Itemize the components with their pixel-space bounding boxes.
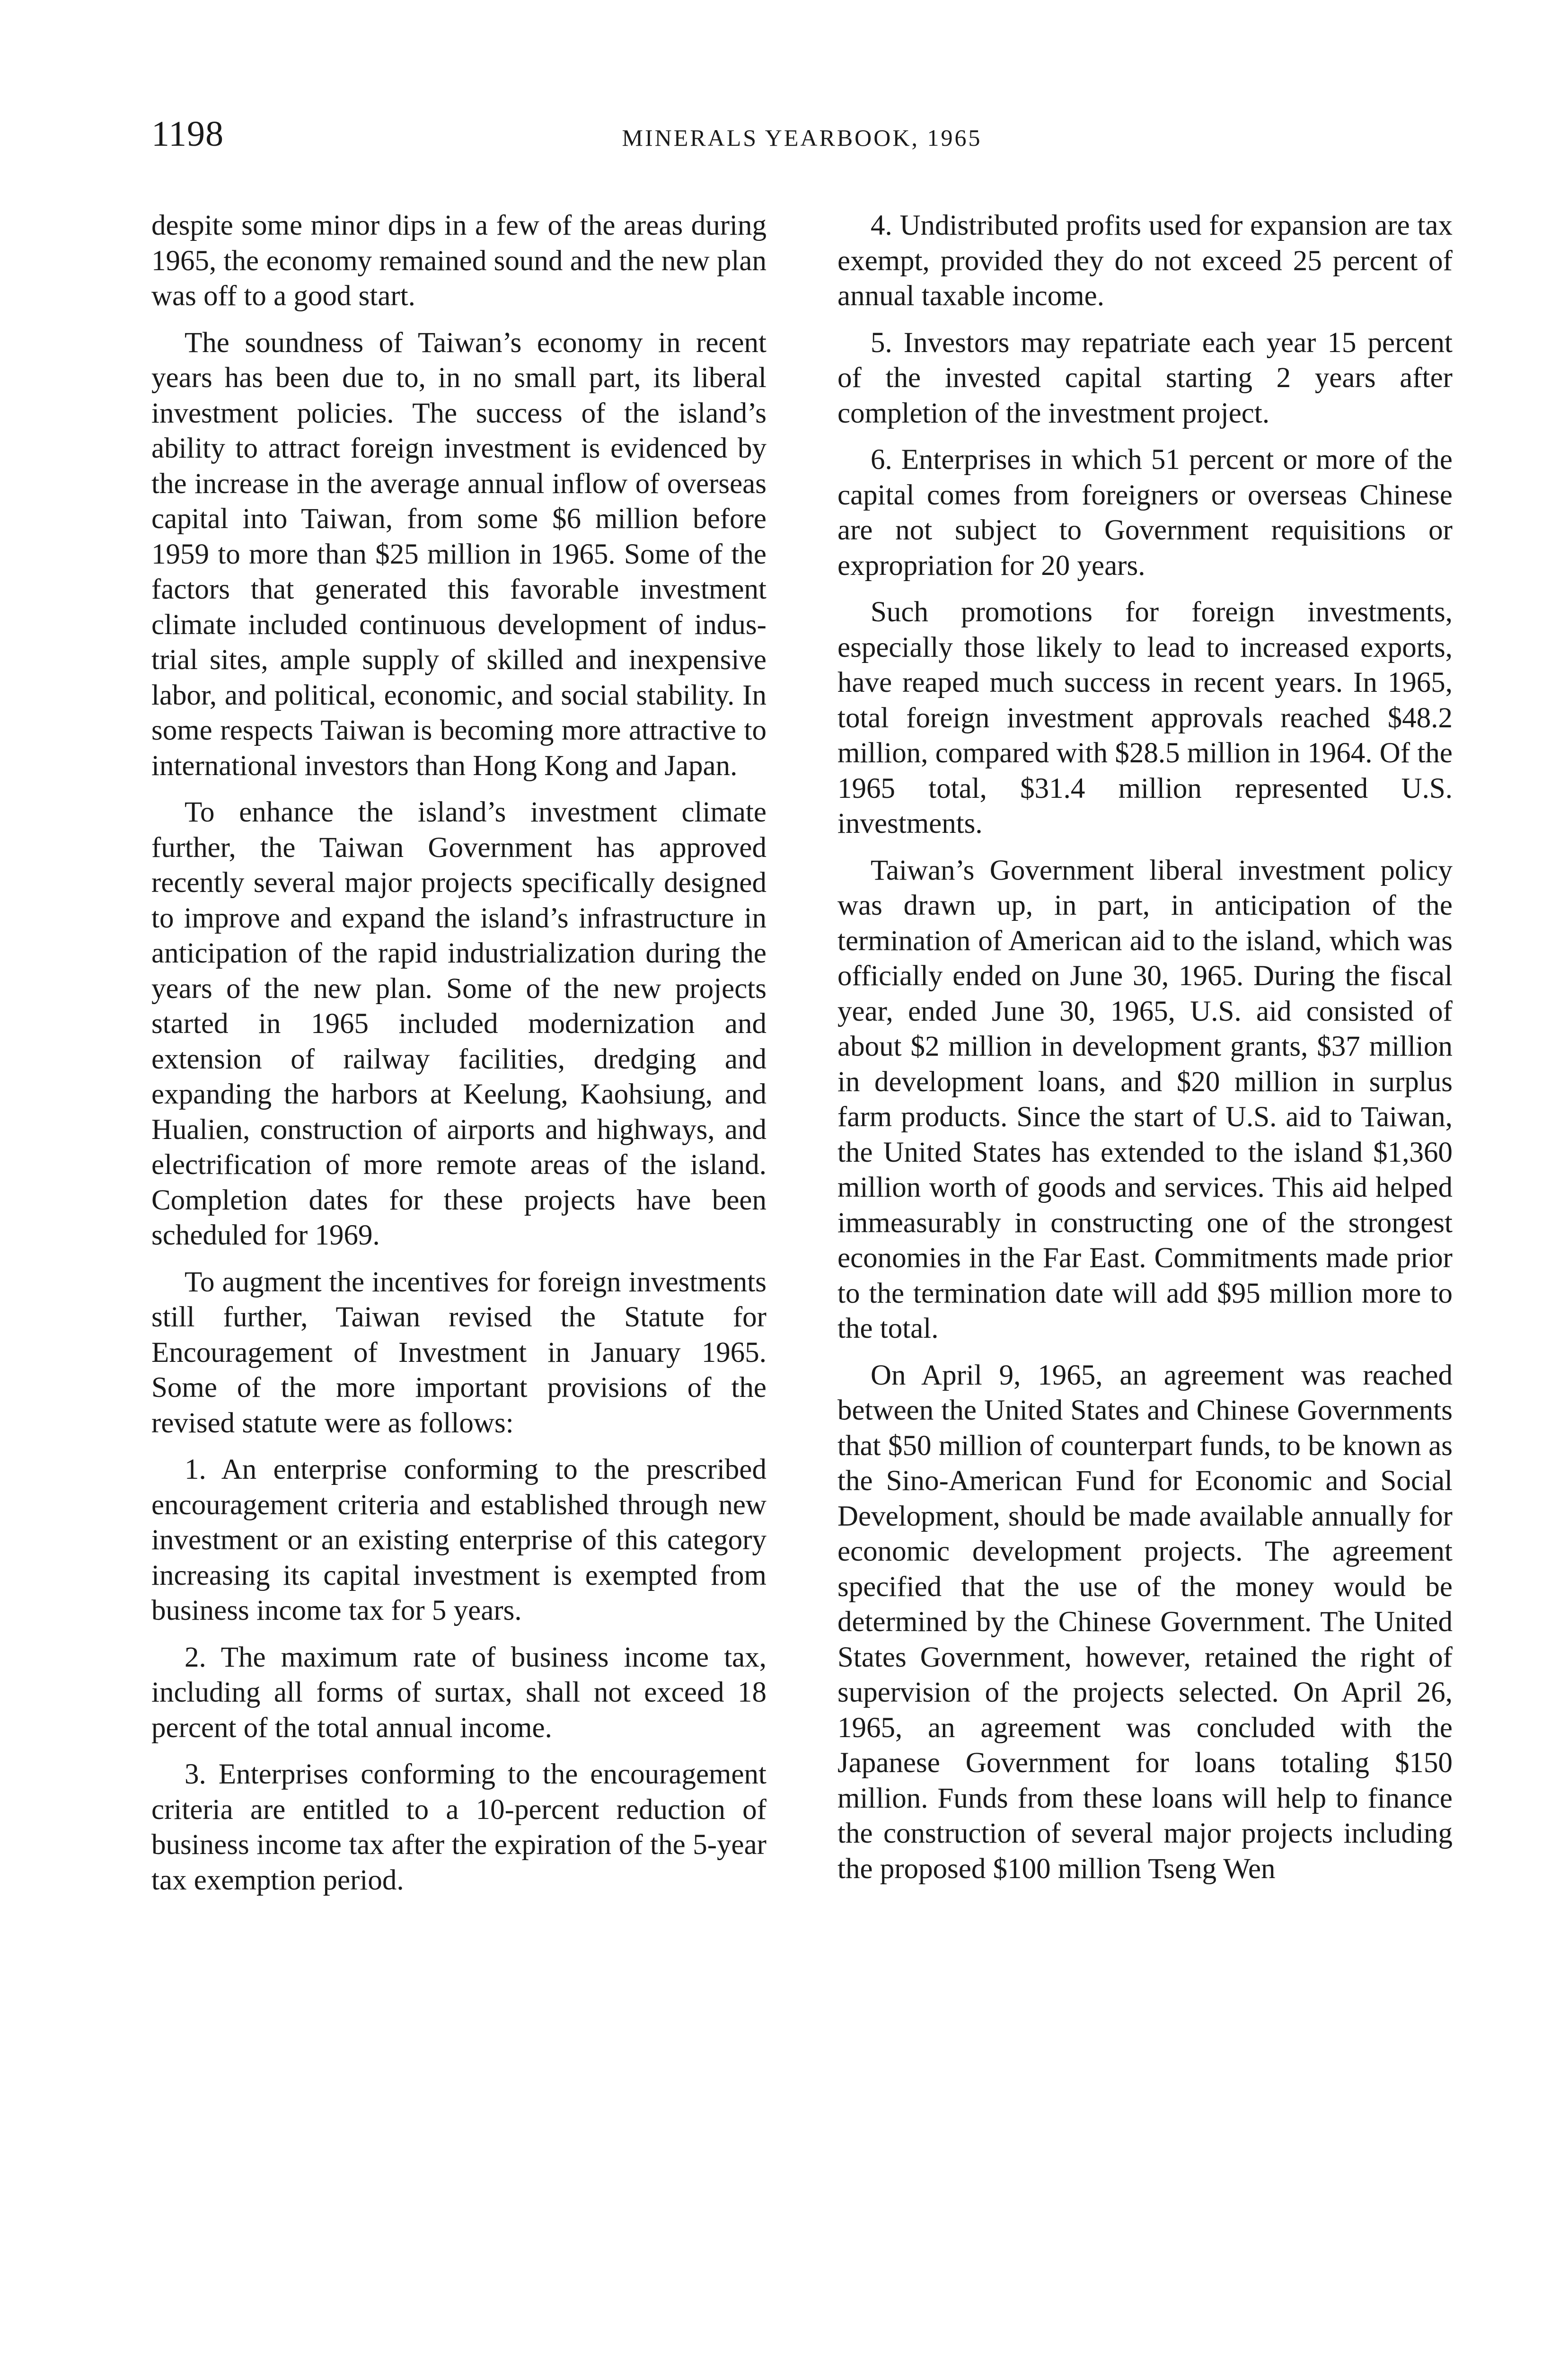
paragraph: despite some minor dips in a few of the areas during 1965, the economy remained sound and the new plan was off to a good start. xyxy=(151,210,766,312)
paragraph: To augment the incentives for foreign investments still further, Taiwan revised the Statute for Encouragement of Investment in January 1965. Some of the more important provisions of the revised statute were as follows: xyxy=(151,1266,766,1439)
running-title: MINERALS YEARBOOK, 1965 xyxy=(622,124,982,151)
list-item: 3. Enterprises conforming to the encouragement criteria are entitled to a 10-percent reduction of business income tax after the expiration of the 5-year tax exemption period. xyxy=(151,1758,766,1896)
paragraph: Taiwan’s Government liberal investment policy was drawn up, in part, in anticipation of the termination of American aid to the island, which was officially ended on June 30, 1965. During the fiscal year, ended June 30, 1965, U.S. aid consisted of about $2 million in development grants, $37 million in development loans, and $20 million in surplus farm products. Since the start of U.S. aid to Taiwan, the United States has extended to the island $1,360 million worth of goods and services. This aid helped immeasurably in constructing one of the strongest economies in the Far East. Commitments made prior to the termination date will add $95 million more to the total. xyxy=(837,854,1453,1344)
left-column xyxy=(151,208,766,1909)
paragraph: To enhance the island’s investment climate further, the Taiwan Government has approved recently several major projects specifically designed to improve and expand the island’s infrastructure in anticipation of the rapid industrialization during the years of the new plan. Some of the new projects started in 1965 included modernization and extension of railway facilities, dredging and expanding the harbors at Keelung, Kaohsiung, and Hualien, construction of airports and highways, and electrification of more remote areas of the island. Completion dates for these projects have been scheduled for 1969. xyxy=(151,796,766,1251)
list-item: 1. An enterprise conforming to the prescribed encouragement criteria and established through new investment or an existing enterprise of this category increasing its capital investment is exempted from business income tax for 5 years. xyxy=(151,1454,766,1626)
right-column xyxy=(837,208,1453,1898)
list-item: 2. The maximum rate of business income tax, including all forms of surtax, shall not exceed 18 percent of the total annual income. xyxy=(151,1641,766,1744)
list-item: 6. Enterprises in which 51 percent or more of the capital comes from foreigners or overseas Chinese are not subject to Government requisitions or expropriation for 20 years. xyxy=(837,444,1453,582)
paragraph: The soundness of Taiwan’s economy in recent years has been due to, in no small part, its liberal investment policies. The success of the island’s ability to attract foreign investment is evidenced by the increase in the average annual inflow of overseas capital into Taiwan, from some $6 million before 1959 to more than $25 million in 1965. Some of the factors that generated this favorable investment climate included continuous development of industrial sites, ample supply of skilled and inexpensive labor, and political, economic, and social stability. In some respects Taiwan is becoming more attractive to international investors than Hong Kong and Japan. xyxy=(151,327,766,782)
paragraph: On April 9, 1965, an agreement was reached between the United States and Chinese Governments that $50 million of counterpart funds, to be known as the Sino-American Fund for Economic and Social Development, should be made available annually for economic development projects. The agreement specified that the use of the money would be determined by the Chinese Government. The United States Government, however, retained the right of supervision of the projects selected. On April 26, 1965, an agreement was concluded with the Japanese Government for loans totaling $150 million. Funds from these loans will help to finance the construction of several major projects including the proposed $100 million Tseng Wen xyxy=(837,1359,1453,1885)
list-item: 5. Investors may repatriate each year 15 percent of the invested capital starting 2 years after completion of the investment project. xyxy=(837,327,1453,429)
paragraph: Such promotions for foreign investments, especially those likely to lead to increased exports, have reaped much success in recent years. In 1965, total foreign investment approvals reached $48.2 million, compared with $28.5 million in 1964. Of the 1965 total, $31.4 million represented U.S. investments. xyxy=(837,596,1453,839)
list-item: 4. Undistributed profits used for expansion are tax exempt, provided they do not exceed 25 percent of annual taxable income. xyxy=(837,210,1453,312)
page-number: 1198 xyxy=(151,114,224,154)
page-header xyxy=(151,114,1453,161)
